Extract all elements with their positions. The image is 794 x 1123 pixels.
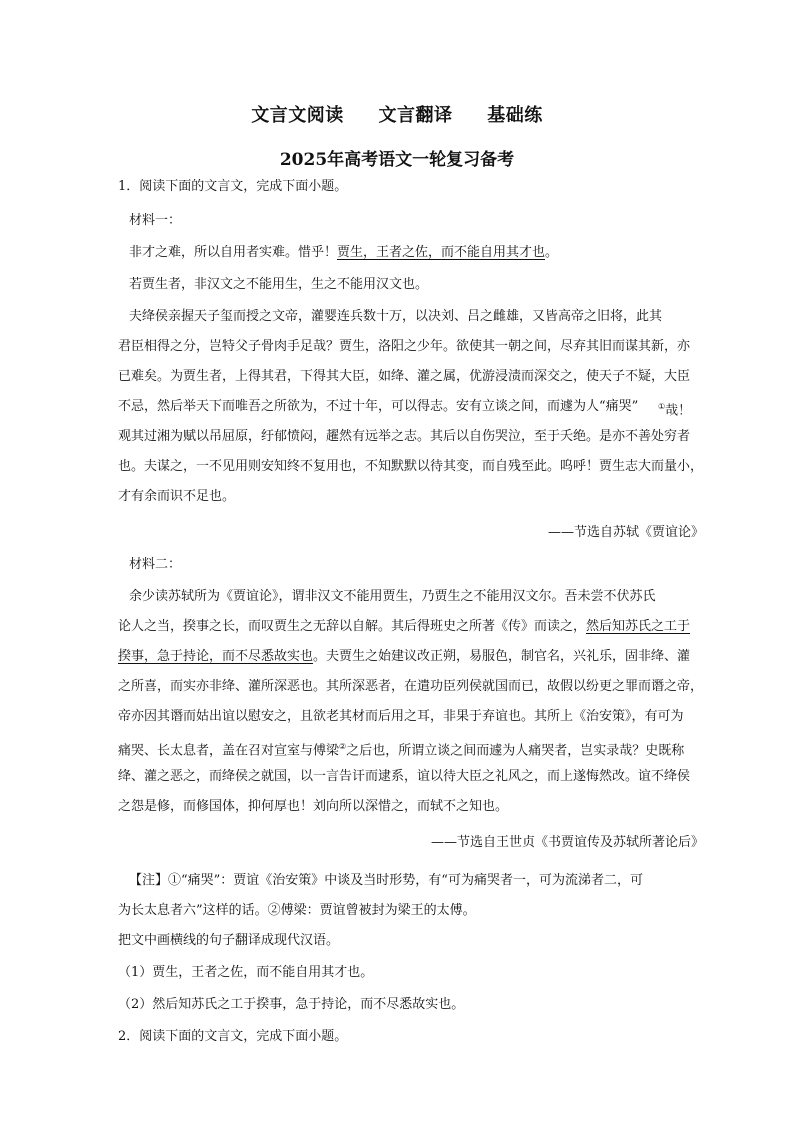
sub-question-2: （2）然后知苏氏之工于揆事，急于持论，而不尽悉故实也。 [118,997,465,1012]
task-instruction: 把文中画横线的句子翻译成现代汉语。 [118,933,340,948]
material-1-para-1: 非才之难，所以自用者实难。惜乎！贾生，王者之佐，而不能自用其才也。 [129,245,559,260]
title-part-1: 文言文阅读 [251,105,344,126]
material-2-line: 帝亦因其谮而姑出谊以慰安之，且欲老其材而后用之耳，非果于弃谊也。其所上《治安策》，有可为 [118,709,684,724]
material-1-para-3-tail: ①哉！ [658,402,692,419]
material-2-line: 余少读苏轼所为《贾谊论》，谓非汉文不能用贾生，乃贾生之不能用汉文尔。吾未尝不伏苏氏 [129,589,656,604]
underlined-sentence-2b: 揆事，急于持论，而不尽悉故实也 [118,649,314,664]
material-1-para-3-line: 才有余而识不足也。 [118,489,236,504]
material-2-line: 之所喜，而实亦非绛、灌所深恶也。其所深恶者，在遣功臣列侯就国而已，故假以纷更之罪而谮之帝， [118,679,704,694]
material-2-line: 论人之当，揆事之长，而叹贾生之无辞以自解。其后得班史之所著《传》而读之，然后知苏氏之工于 [118,619,691,634]
material-1-para-3-line: 也。夫谋之，一不见用则安知终不复用也，不知默默以待其变，而自残至此。呜呼！贾生志大而量小， [118,459,704,474]
material-1-para-3-line: 夫绛侯亲握天子玺而授之文帝，灌婴连兵数十万，以决刘、吕之雌雄，又皆高帝之旧将，此其 [129,309,663,324]
material-1-para-3-line: 不忌，然后举天下而唯吾之所欲为，不过十年，可以得志。安有立谈之间，而遽为人“痛哭” [118,399,639,414]
footnote-line: 为长太息者六”这样的话。②傅梁：贾谊曾被封为梁王的太傅。 [118,903,476,918]
material-1-para-3-line: 观其过湘为赋以吊屈原，纡郁愤闷，趯然有远举之志。其后以自伤哭泣，至于夭绝。是亦不善处穷者 [118,429,691,444]
title-part-2: 文言翻译 [378,105,453,126]
material-2-line: 之怨是修，而修国体，抑何厚也！刘向所以深惜之，而轼不之知也。 [118,799,509,814]
material-1-para-3-line: 已难矣。为贾生者，上得其君，下得其大臣，如绛、灌之属，优游浸渍而深交之，使天子不疑，大臣 [118,369,691,384]
page-title [0,101,794,127]
material-1-para-2: 若贾生者，非汉文之不能用生，生之不能用汉文也。 [129,277,429,292]
underlined-sentence-1: 贾生，王者之佐，而不能自用其才也 [337,245,546,260]
material-1-label: 材料一： [129,213,182,228]
question-1-prompt: 1．阅读下面的文言文，完成下面小题。 [118,179,348,194]
page-subtitle: 2025年高考语文一轮复习备考 [279,150,515,170]
title-part-3: 基础练 [487,105,543,126]
footnote-marker-2: ② [339,742,347,751]
underlined-sentence-2a: 然后知苏氏之工于 [586,619,691,634]
material-2-label: 材料二： [129,557,182,572]
material-2-source: ——节选自王世贞《书贾谊传及苏轼所著论后》 [430,835,704,850]
question-2-prompt: 2．阅读下面的文言文，完成下面小题。 [118,1029,348,1044]
sub-question-1: （1）贾生，王者之佐，而不能自用其才也。 [118,965,374,980]
material-1-source: ——节选自苏轼《贾谊论》 [547,525,704,540]
material-2-line: 痛哭、长太息者，盖在召对宣室与傅梁②之后也，所谓立谈之间而遽为人痛哭者，岂实录哉？史既称 [118,742,685,759]
material-2-line: 揆事，急于持论，而不尽悉故实也。夫贾生之始建议改正朔，易服色，制官名，兴礼乐，固非绛、灌 [118,649,691,664]
footnote-marker-1: ① [658,402,666,411]
material-1-para-3-line: 君臣相得之分，岂特父子骨肉手足哉？贾生，洛阳之少年。欲使其一朝之间，尽弃其旧而谋其新，亦 [118,339,691,354]
footnote-line: 【注】①“痛哭”：贾谊《治安策》中谈及当时形势，有“可为痛哭者一，可为流涕者二，可 [129,873,643,888]
material-2-line: 绛、灌之恶之，而绛侯之就国，以一言告讦而逮系，谊以待大臣之礼风之，而上遂悔然改。谊不绛侯 [118,769,691,784]
